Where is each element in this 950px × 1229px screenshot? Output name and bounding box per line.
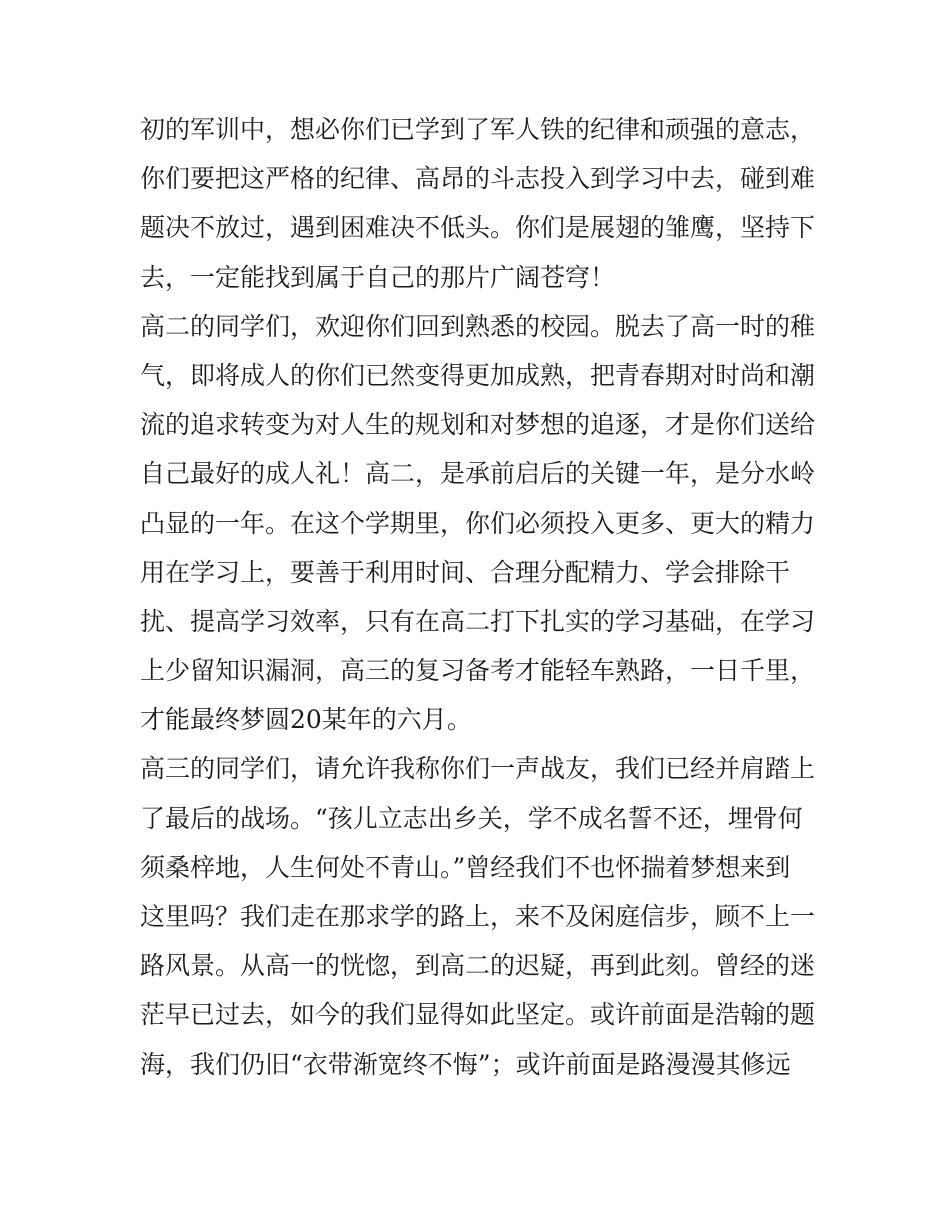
text-line: 高三的同学们，请允许我称你们一声战友，我们已经并肩踏上 (140, 754, 816, 784)
text-line: 上少留知识漏洞，高三的复习备考才能轻车熟路，一日千里， (140, 656, 816, 686)
text-line: 用在学习上，要善于利用时间、合理分配精力、学会排除干 (140, 557, 791, 587)
text-line: 气，即将成人的你们已然变得更加成熟，把青春期对时尚和潮 (140, 360, 816, 390)
text-line: 高二的同学们，欢迎你们回到熟悉的校园。脱去了高一时的稚 (140, 311, 816, 341)
text-line: 去，一定能找到属于自己的那片广阔苍穹！ (140, 262, 616, 292)
text-line: 须桑梓地，人生何处不青山。”曾经我们不也怀揣着梦想来到 (140, 852, 791, 882)
text-line: 才能最终梦圆20某年的六月。 (140, 705, 472, 735)
text-line: 扰、提高学习效率，只有在高二打下扎实的学习基础，在学习 (140, 606, 816, 636)
text-line: 你们要把这严格的纪律、高昂的斗志投入到学习中去，碰到难 (140, 164, 816, 194)
text-line: 茫早已过去，如今的我们显得如此坚定。或许前面是浩翰的题 (140, 1000, 816, 1030)
text-line: 初的军训中，想必你们已学到了军人铁的纪律和顽强的意志， (140, 115, 816, 144)
body-text (140, 105, 830, 1089)
text-line: 路风景。从高一的恍惚，到高二的迟疑，再到此刻。曾经的迷 (140, 951, 816, 981)
text-line: 这里吗？我们走在那求学的路上，来不及闲庭信步，顾不上一 (140, 902, 816, 931)
text-line: 了最后的战场。“孩儿立志出乡关，学不成名誓不还，埋骨何 (140, 803, 803, 833)
text-line: 题决不放过，遇到困难决不低头。你们是展翅的雏鹰，坚持下 (140, 213, 816, 243)
text-line: 海，我们仍旧“衣带渐宽终不悔”；或许前面是路漫漫其修远 (140, 1049, 791, 1079)
text-line: 凸显的一年。在这个学期里，你们必须投入更多、更大的精力 (140, 508, 816, 538)
text-line: 流的追求转变为对人生的规划和对梦想的追逐，才是你们送给 (140, 410, 816, 440)
text-line: 自己最好的成人礼！高二，是承前启后的关键一年，是分水岭 (140, 459, 816, 489)
